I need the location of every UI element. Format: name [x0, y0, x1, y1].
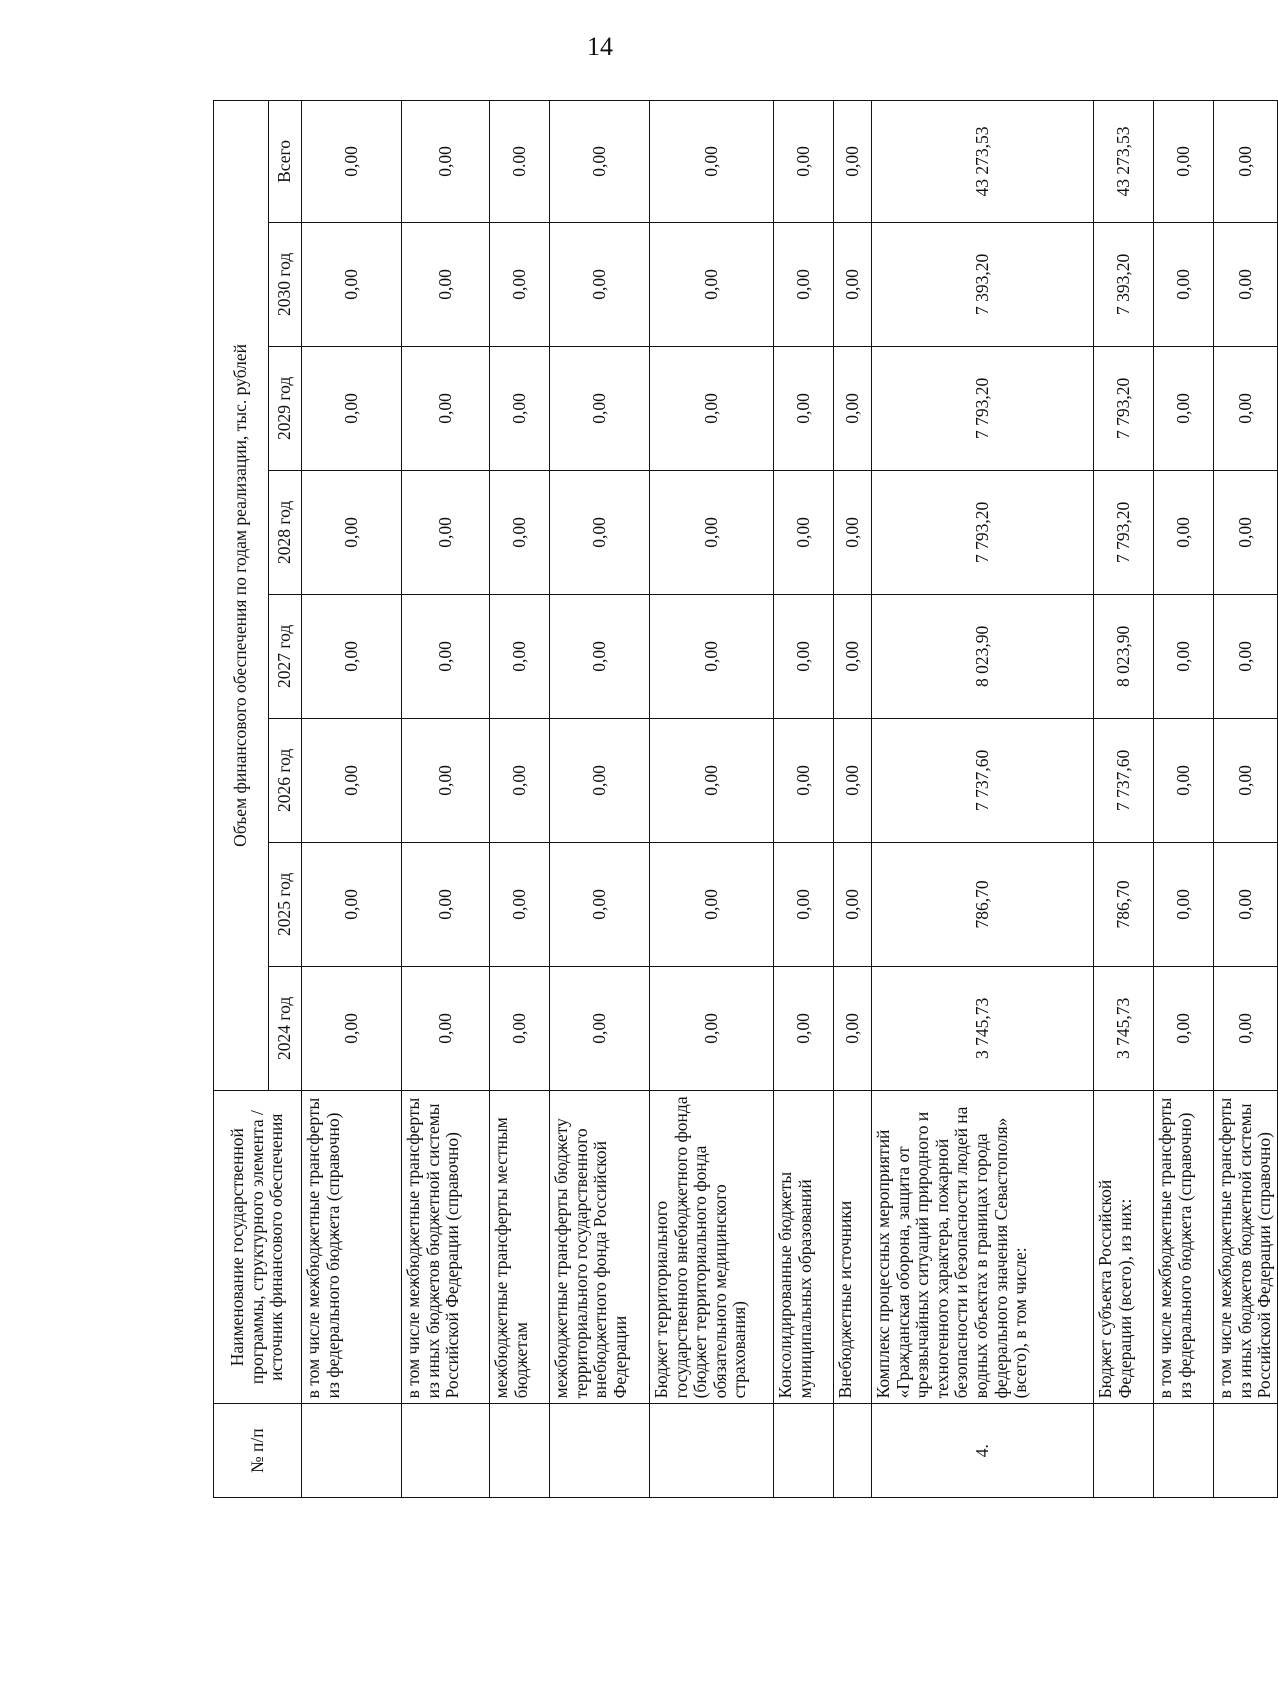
cell-year-value: 0,00 — [650, 966, 774, 1090]
cell-number: 4. — [872, 1404, 1094, 1498]
cell-number — [1094, 1404, 1154, 1498]
cell-year-value: 0,00 — [650, 346, 774, 470]
cell-year-value: 7 737,60 — [872, 718, 1094, 842]
header-year: 2028 год — [269, 470, 302, 594]
cell-year-value: 7 393,20 — [1094, 222, 1154, 346]
cell-year-value: 0,00 — [1154, 718, 1214, 842]
cell-year-value: 0,00 — [402, 470, 490, 594]
cell-source-name: межбюджетные трансферты бюджету территориального государственного внебюджетного фонда Российской Федерации — [550, 1090, 650, 1404]
cell-year-value: 0,00 — [1214, 346, 1278, 470]
cell-year-value: 0,00 — [550, 594, 650, 718]
cell-year-value: 0,00 — [550, 842, 650, 966]
cell-year-value: 3 745,73 — [1094, 966, 1154, 1090]
header-year: 2030 год — [269, 222, 302, 346]
cell-year-value: 0,00 — [402, 594, 490, 718]
table-row — [1094, 101, 1154, 1498]
cell-year-value: 786,70 — [1094, 842, 1154, 966]
cell-year-value: 0,00 — [490, 222, 550, 346]
cell-year-value: 0,00 — [402, 346, 490, 470]
cell-year-value: 0,00 — [834, 966, 872, 1090]
cell-year-value: 0,00 — [490, 470, 550, 594]
cell-source-name: Комплекс процессных мероприятий «Гражданская оборона, защита от чрезвычайных ситуаций природного и техногенного характера, пожарной безопасности и безопасности людей на водных объектах в границах города федерального значения Севастополя» (всего), в том числе: — [872, 1090, 1094, 1404]
cell-year-value: 0,00 — [774, 966, 834, 1090]
cell-number — [834, 1404, 872, 1498]
cell-year-value: 0,00 — [550, 222, 650, 346]
cell-year-value: 0,00 — [402, 842, 490, 966]
cell-source-name: межбюджетные трансферты местным бюджетам — [490, 1090, 550, 1404]
cell-total: 0,00 — [550, 101, 650, 223]
cell-source-name: Бюджет субъекта Российской Федерации (всего), из них: — [1094, 1090, 1154, 1404]
cell-number — [650, 1404, 774, 1498]
cell-year-value: 0,00 — [1154, 966, 1214, 1090]
table-row — [872, 101, 1094, 1498]
cell-year-value: 0,00 — [302, 470, 402, 594]
cell-year-value: 0,00 — [774, 718, 834, 842]
cell-year-value: 0,00 — [1154, 594, 1214, 718]
cell-source-name: в том числе межбюджетные трансферты из иных бюджетов бюджетной системы Российской Федерации (справочно) — [402, 1090, 490, 1404]
cell-year-value: 0,00 — [402, 222, 490, 346]
cell-year-value: 7 793,20 — [872, 470, 1094, 594]
cell-total: 0,00 — [402, 101, 490, 223]
cell-year-value: 0,00 — [490, 842, 550, 966]
table-row — [1154, 101, 1214, 1498]
cell-year-value: 7 393,20 — [872, 222, 1094, 346]
cell-year-value: 0,00 — [650, 222, 774, 346]
cell-year-value: 0,00 — [1214, 470, 1278, 594]
cell-total: 0.00 — [490, 101, 550, 223]
cell-year-value: 0,00 — [1214, 842, 1278, 966]
table-row — [774, 101, 834, 1498]
table-row — [402, 101, 490, 1498]
cell-year-value: 0,00 — [302, 346, 402, 470]
cell-year-value: 0,00 — [490, 346, 550, 470]
cell-source-name: в том числе межбюджетные трансферты из иных бюджетов бюджетной системы Российской Федерации (справочно) — [1214, 1090, 1278, 1404]
rotated-table-container — [213, 100, 1275, 1498]
cell-year-value: 7 793,20 — [1094, 470, 1154, 594]
cell-total: 0,00 — [774, 101, 834, 223]
cell-year-value: 0,00 — [550, 470, 650, 594]
cell-number — [1154, 1404, 1214, 1498]
cell-year-value: 0,00 — [1214, 718, 1278, 842]
header-funding-group: Объем финансового обеспечения по годам реализации, тыс. рублей — [214, 101, 269, 1091]
cell-year-value: 0,00 — [650, 470, 774, 594]
cell-year-value: 0,00 — [1214, 222, 1278, 346]
cell-year-value: 0,00 — [1154, 346, 1214, 470]
cell-year-value: 0,00 — [490, 718, 550, 842]
cell-year-value: 0,00 — [550, 346, 650, 470]
cell-total: 0,00 — [302, 101, 402, 223]
header-year: 2029 год — [269, 346, 302, 470]
cell-total: 0,00 — [1154, 101, 1214, 223]
cell-year-value: 8 023,90 — [872, 594, 1094, 718]
table-row — [1214, 101, 1278, 1498]
table-row — [834, 101, 872, 1498]
cell-source-name: Внебюджетные источники — [834, 1090, 872, 1404]
cell-number — [774, 1404, 834, 1498]
cell-year-value: 0,00 — [774, 594, 834, 718]
cell-year-value: 0,00 — [834, 718, 872, 842]
cell-source-name: Бюджет территориального государственного внебюджетного фонда (бюджет территориального фонда обязательного медицинского страхования) — [650, 1090, 774, 1404]
cell-year-value: 0,00 — [1214, 594, 1278, 718]
header-year: 2024 год — [269, 966, 302, 1090]
cell-total: 43 273,53 — [872, 101, 1094, 223]
cell-year-value: 0,00 — [550, 966, 650, 1090]
header-name: Наименование государственной программы, структурного элемента / источник финансового обеспечения — [214, 1090, 302, 1404]
cell-source-name: в том числе межбюджетные трансферты из федерального бюджета (справочно) — [302, 1090, 402, 1404]
cell-year-value: 786,70 — [872, 842, 1094, 966]
cell-year-value: 0,00 — [834, 842, 872, 966]
cell-year-value: 0,00 — [774, 842, 834, 966]
cell-number — [1214, 1404, 1278, 1498]
cell-year-value: 0,00 — [402, 718, 490, 842]
cell-year-value: 0,00 — [490, 594, 550, 718]
table-body — [302, 101, 1278, 1498]
cell-year-value: 0,00 — [774, 222, 834, 346]
budget-table — [213, 100, 1278, 1498]
cell-year-value: 0,00 — [302, 718, 402, 842]
cell-total: 0,00 — [1214, 101, 1278, 223]
cell-year-value: 0,00 — [650, 718, 774, 842]
cell-year-value: 0,00 — [402, 966, 490, 1090]
header-year: 2025 год — [269, 842, 302, 966]
table-row — [550, 101, 650, 1498]
cell-year-value: 0,00 — [774, 470, 834, 594]
header-num: № п/п — [214, 1404, 302, 1498]
cell-number — [490, 1404, 550, 1498]
cell-year-value: 0,00 — [302, 842, 402, 966]
cell-year-value: 0,00 — [650, 594, 774, 718]
cell-total: 0,00 — [834, 101, 872, 223]
table-row — [650, 101, 774, 1498]
cell-number — [402, 1404, 490, 1498]
cell-year-value: 0,00 — [834, 222, 872, 346]
cell-year-value: 3 745,73 — [872, 966, 1094, 1090]
header-year: 2027 год — [269, 594, 302, 718]
header-year: Всего — [269, 101, 302, 223]
cell-year-value: 0,00 — [834, 594, 872, 718]
cell-year-value: 0,00 — [302, 222, 402, 346]
table-row — [490, 101, 550, 1498]
cell-year-value: 0,00 — [1214, 966, 1278, 1090]
cell-year-value: 8 023,90 — [1094, 594, 1154, 718]
cell-year-value: 0,00 — [650, 842, 774, 966]
cell-total: 0,00 — [650, 101, 774, 223]
cell-year-value: 0,00 — [1154, 470, 1214, 594]
cell-total: 43 273,53 — [1094, 101, 1154, 223]
cell-source-name: в том числе межбюджетные трансферты из федерального бюджета (справочно) — [1154, 1090, 1214, 1404]
table-row — [302, 101, 402, 1498]
cell-year-value: 0,00 — [834, 346, 872, 470]
cell-year-value: 7 737,60 — [1094, 718, 1154, 842]
cell-year-value: 0,00 — [302, 966, 402, 1090]
cell-year-value: 0,00 — [774, 346, 834, 470]
cell-number — [302, 1404, 402, 1498]
cell-year-value: 0,00 — [1154, 222, 1214, 346]
cell-year-value: 7 793,20 — [872, 346, 1094, 470]
cell-year-value: 7 793,20 — [1094, 346, 1154, 470]
cell-year-value: 0,00 — [490, 966, 550, 1090]
header-year: 2026 год — [269, 718, 302, 842]
page-number: 14 — [587, 32, 613, 61]
cell-year-value: 0,00 — [302, 594, 402, 718]
cell-source-name: Консолидированные бюджеты муниципальных образований — [774, 1090, 834, 1404]
cell-year-value: 0,00 — [834, 470, 872, 594]
cell-year-value: 0,00 — [1154, 842, 1214, 966]
cell-year-value: 0,00 — [550, 718, 650, 842]
cell-number — [550, 1404, 650, 1498]
